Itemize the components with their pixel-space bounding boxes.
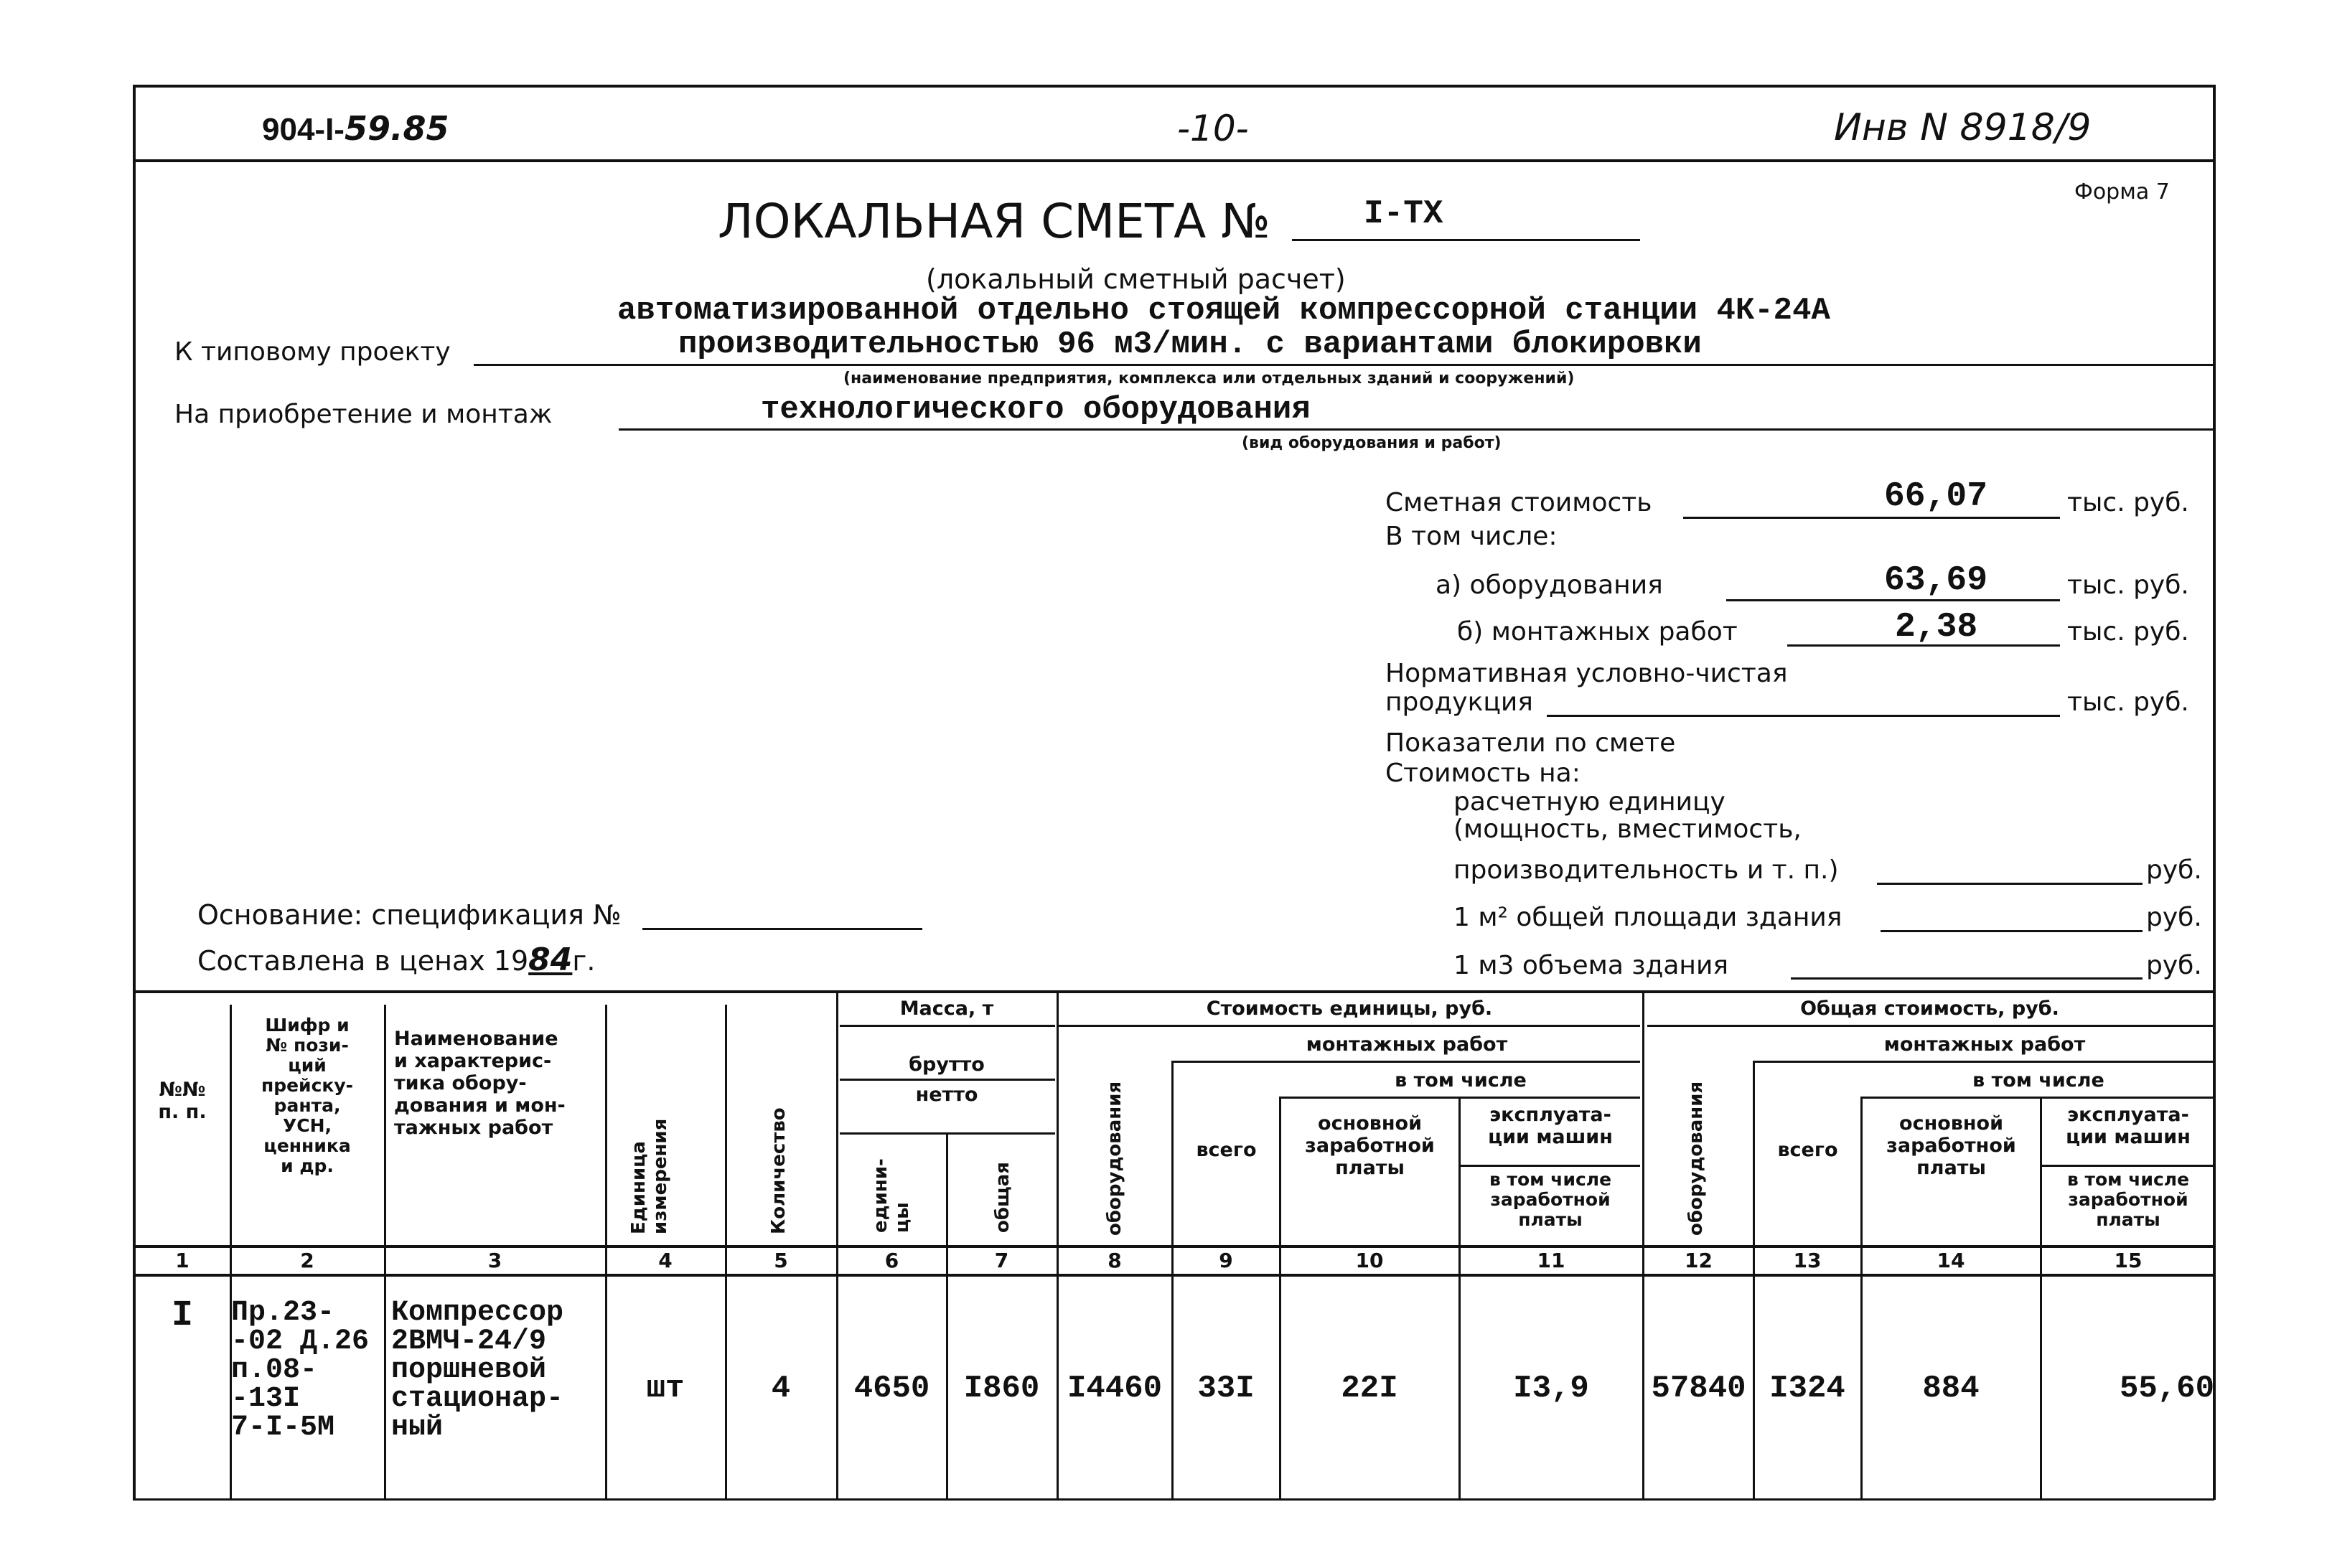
cell-mass-unit: 4650: [853, 1371, 930, 1407]
per-unit-label-3: производительность и т. п.): [1453, 855, 1839, 885]
col-line-11: [1642, 990, 1644, 1500]
col-line-6: [946, 1132, 948, 1500]
header-netto: нетто: [915, 1084, 978, 1106]
header-quantity: Количество: [768, 1107, 790, 1234]
header-name: Наименование и характерис- тика обору- дования и мон- тажных работ: [394, 1028, 566, 1139]
project-underline: [474, 364, 2214, 366]
project-code-handwritten: 59.85: [344, 109, 449, 148]
header-total-install-total: всего: [1777, 1139, 1838, 1161]
header-unit-install-total: всего: [1196, 1139, 1257, 1161]
cell-name: Компрессор 2ВМЧ-24/9 поршневой стационар- ный: [391, 1297, 564, 1444]
header-brutto: брутто: [909, 1053, 985, 1076]
frame-top-line: [133, 85, 2214, 88]
column-number: 11: [1537, 1249, 1565, 1272]
col-line-7: [1057, 990, 1059, 1500]
normative-underline: [1547, 715, 2060, 717]
estimated-cost-label: Сметная стоимость: [1385, 488, 1652, 517]
unit-install-header-line: [1174, 1061, 1640, 1063]
header-row-number: №№ п. п.: [158, 1079, 207, 1123]
header-unit-machines-wage: в том числе заработной платы: [1489, 1169, 1612, 1230]
cell-unit-install-total: 33I: [1197, 1371, 1255, 1407]
per-unit-rub: руб.: [2146, 855, 2202, 885]
col-line-10: [1458, 1097, 1461, 1500]
estimated-cost-underline: [1683, 517, 2060, 519]
prices-label-text: Составлена в ценах 19: [197, 945, 529, 977]
header-unit-cost: Стоимость единицы, руб.: [1206, 997, 1493, 1020]
page-title: ЛОКАЛЬНАЯ СМЕТА №: [718, 194, 1270, 249]
project-name-line2: производительностью 96 м3/мин. с вариантами блокировки: [678, 327, 1702, 362]
mass-header-line: [840, 1025, 1055, 1027]
column-number: 1: [175, 1249, 189, 1272]
per-area-label: 1 м² общей площади здания: [1453, 903, 1842, 932]
total-cost-header-line: [1647, 1025, 2214, 1027]
total-install-header-line: [1755, 1061, 2214, 1063]
column-number: 14: [1937, 1249, 1965, 1272]
col-line-8: [1171, 1061, 1174, 1500]
project-name-line1: автоматизированной отдельно стоящей компрессорной станции 4К-24А: [617, 293, 1830, 329]
installation-cost-value: 2,38: [1895, 608, 1978, 647]
cell-quantity: 4: [771, 1371, 791, 1407]
cell-unit-machines: I3,9: [1513, 1371, 1589, 1407]
project-label: К типовому проекту: [174, 337, 451, 367]
header-unit: Единица измерения: [628, 1118, 671, 1234]
column-number: 3: [487, 1249, 502, 1272]
header-total-cost: Общая стоимость, руб.: [1800, 997, 2059, 1020]
per-unit-label-1: расчетную единицу: [1453, 787, 1725, 817]
prices-suffix: г.: [572, 945, 596, 977]
acquisition-underline: [619, 428, 2214, 431]
column-number: 2: [300, 1249, 314, 1272]
inventory-number: Инв N 8918/9: [1834, 106, 2092, 149]
unit-including-line: [1281, 1097, 1640, 1099]
cell-unit-install-wage: 22I: [1341, 1371, 1398, 1407]
installation-cost-label: б) монтажных работ: [1457, 617, 1738, 647]
per-area-rub: руб.: [2146, 903, 2202, 932]
col-line-12: [1753, 1061, 1755, 1500]
frame-right-line: [2213, 85, 2216, 1500]
column-number: 8: [1108, 1249, 1122, 1272]
normative-label-1: Нормативная условно-чистая: [1385, 659, 1788, 688]
indicators-label: Показатели по смете: [1385, 728, 1676, 758]
column-number: 10: [1355, 1249, 1384, 1272]
column-number: 9: [1219, 1249, 1233, 1272]
column-number: 4: [658, 1249, 673, 1272]
header-total-install-wage: основной заработной платы: [1886, 1112, 2016, 1179]
per-unit-underline: [1877, 883, 2143, 885]
header-mass-unit: едини- цы: [870, 1158, 913, 1233]
header-total-machines: эксплуата- ции машин: [2066, 1104, 2191, 1148]
title-subtitle: (локальный сметный расчет): [926, 263, 1346, 295]
unit-machines-line: [1461, 1165, 1640, 1167]
project-code-printed: 904-I-: [262, 112, 345, 147]
header-bottom-line: [133, 1245, 2214, 1248]
per-volume-label: 1 м3 объема здания: [1453, 951, 1729, 980]
page-number: -10-: [1177, 108, 1249, 149]
cell-total-machines: 55,60: [2119, 1371, 2214, 1407]
header-total-installation: монтажных работ: [1883, 1033, 2086, 1056]
cell-total-equipment: 57840: [1651, 1371, 1746, 1407]
cell-mass-total: I860: [963, 1371, 1040, 1407]
column-number: 13: [1793, 1249, 1822, 1272]
installation-cost-unit: тыс. руб.: [2067, 617, 2189, 647]
cell-unit: шт: [646, 1371, 685, 1407]
acquisition-caption: (вид оборудования и работ): [1242, 434, 1502, 452]
cell-code: Пр.23- -02 Д.26 п.08- -13I 7-I-5М: [231, 1297, 370, 1444]
per-area-underline: [1881, 930, 2143, 932]
header-mass-total: общая: [992, 1162, 1013, 1233]
header-unit-installation: монтажных работ: [1306, 1033, 1508, 1056]
title-number-underline: [1292, 239, 1640, 241]
header-unit-install-wage: основной заработной платы: [1305, 1112, 1435, 1179]
header-total-including: в том числе: [1972, 1069, 2104, 1092]
estimate-number: I-TX: [1364, 195, 1443, 233]
header-unit-equipment: оборудования: [1104, 1081, 1125, 1236]
header-unit-including: в том числе: [1395, 1069, 1527, 1092]
project-caption: (наименование предприятия, комплекса или отдельных зданий и сооружений): [843, 370, 1575, 388]
equipment-cost-unit: тыс. руб.: [2067, 571, 2189, 600]
col-line-14: [2040, 1097, 2042, 1500]
frame-left-line: [133, 85, 136, 1500]
normative-unit: тыс. руб.: [2067, 687, 2189, 717]
unit-cost-header-line: [1059, 1025, 1640, 1027]
cell-total-install-wage: 884: [1922, 1371, 1980, 1407]
cell-row-number: I: [171, 1295, 193, 1336]
brutto-line: [840, 1079, 1055, 1081]
header-unit-machines: эксплуата- ции машин: [1488, 1104, 1613, 1148]
estimated-cost-value: 66,07: [1884, 477, 1988, 516]
total-machines-line: [2042, 1165, 2214, 1167]
including-label: В том числе:: [1385, 522, 1558, 551]
project-code: [262, 109, 449, 148]
column-number: 12: [1685, 1249, 1713, 1272]
column-number: 6: [884, 1249, 899, 1272]
header-total-equipment: оборудования: [1685, 1081, 1707, 1236]
per-unit-label-2: (мощность, вместимость,: [1453, 814, 1802, 844]
total-including-line: [1863, 1097, 2214, 1099]
cost-on-label: Стоимость на:: [1385, 759, 1581, 788]
acquisition-value: технологического оборудования: [761, 392, 1311, 428]
prices-year: 84: [528, 942, 573, 978]
column-number: 7: [994, 1249, 1009, 1272]
table-bottom-line: [133, 1498, 2214, 1501]
table-top-line: [133, 990, 2214, 993]
per-volume-rub: руб.: [2146, 951, 2202, 980]
basis-label: Основание: спецификация №: [197, 899, 622, 931]
column-number: 15: [2114, 1249, 2143, 1272]
estimated-cost-unit: тыс. руб.: [2067, 488, 2189, 517]
form-label: Форма 7: [2074, 179, 2170, 205]
header-mass: Масса, т: [899, 997, 994, 1020]
cell-unit-equipment: I4460: [1067, 1371, 1163, 1407]
column-numbers-line: [133, 1274, 2214, 1277]
column-number: 5: [774, 1249, 788, 1272]
equipment-cost-label: а) оборудования: [1436, 571, 1663, 600]
cell-total-install: I324: [1769, 1371, 1845, 1407]
basis-underline: [642, 928, 922, 930]
header-code: Шифр и № пози- ций прейску- ранта, УСН, ценника и др.: [261, 1015, 354, 1176]
normative-label-2: продукция: [1385, 687, 1533, 717]
per-volume-underline: [1791, 977, 2143, 980]
acquisition-label: На приобретение и монтаж: [174, 400, 553, 429]
header-total-machines-wage: в том числе заработной платы: [2066, 1169, 2190, 1230]
prices-label: [197, 942, 595, 978]
equipment-cost-value: 63,69: [1884, 561, 1988, 600]
header-divider: [133, 159, 2214, 162]
